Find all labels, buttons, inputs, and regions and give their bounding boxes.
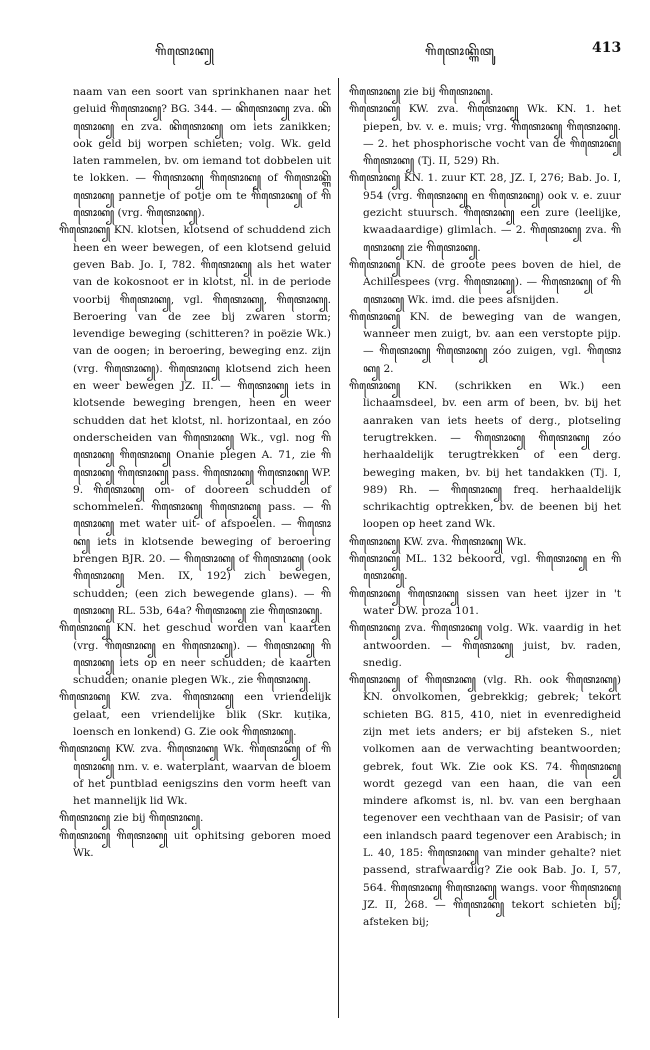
- right-entry: ꦒꦼꦠꦺꦴꦏ꧀ zie bij ꦒꦼꦠꦺꦴꦏ꧀.: [349, 86, 494, 98]
- left-column: [59, 84, 331, 862]
- right-entry: ꦒꦼꦠꦺꦴꦏ꧀ KN. de groote pees boven de hiel, de Achillespees (vrg. ꦒꦼꦠꦺꦴꦏ꧀). — ꦒꦼꦠꦺꦴꦏ꧀ of ꦒꦼꦠꦺꦴꦏ꧀ Wk. imd. die pees afsnijden.: [349, 258, 621, 306]
- right-entry: ꦒꦼꦠꦺꦴꦏ꧀ KW. zva. ꦒꦼꦠꦺꦴꦏ꧀ Wk.: [349, 535, 527, 548]
- left-entry: ꦒꦼꦠꦺꦴꦏ꧀ zie bij ꦒꦼꦠꦺꦴꦏ꧀.: [59, 812, 204, 825]
- right-entry: ꦒꦼꦠꦺꦴꦏ꧀ zva. ꦒꦼꦠꦺꦴꦏ꧀ volg. Wk. vaardig in het antwoorden. — ꦒꦼꦠꦺꦴꦏ꧀ juist, bv. raden, snedig.: [349, 622, 621, 669]
- running-head-right: ꦒꦼꦠꦺꦴꦏ꧀ꦒꦼꦠꦸ: [425, 44, 495, 58]
- right-column: [349, 84, 621, 932]
- right-entry: ꦒꦼꦠꦺꦴꦏ꧀ KN. (schrikken en Wk.) een lichaamsdeel, bv. een arm of been, bv. bij het aanraken van iets heets of derg., plotseling terugtrekken. — ꦒꦼꦠꦺꦴꦏ꧀ ꦒꦼꦠꦺꦴꦏ꧀ zóo herhaaldelijk terugtrekken of een derg. beweging maken, bv. bij het tandakken (Tj. I, 989) Rh. — ꦒꦼꦠꦺꦴꦏ꧀ freq. herhaaldelijk schrikachtig optrekken, bv. de beenen bij het loopen op heet zand Wk.: [349, 380, 621, 531]
- page-number: 413: [592, 40, 622, 56]
- left-entry: ꦒꦼꦠꦺꦴꦏ꧀ KW. zva. ꦒꦼꦠꦺꦴꦏ꧀ Wk. ꦒꦼꦠꦺꦴꦏ꧀ of ꦒꦼꦠꦺꦴꦏ꧀ nm. v. e. waterplant, waarvan de bloem of het puntblad eenigszins den vorm heeft van het mannelijk lid Wk.: [59, 743, 331, 808]
- left-entry: ꦒꦼꦠꦺꦴꦏ꧀ KW. zva. ꦒꦼꦠꦺꦴꦏ꧀ een vriendelijk gelaat, een vriendelijke blik (Skr. kuṭika, loensch en lonkend) G. Zie ook ꦒꦼꦠꦺꦴꦏ꧀.: [59, 691, 331, 738]
- left-entry: ꦒꦼꦠꦺꦴꦏ꧀ KN. klotsen, klotsend of schuddend zich heen en weer bewegen, of een klotsend geluid geven Bab. Jo. I, 782. ꦒꦼꦠꦺꦴꦏ꧀ als het water van de kokosnoot er in klotst, nl. in de periode voorbij ꦒꦼꦠꦺꦴꦏ꧀, vgl. ꦒꦼꦠꦺꦴꦏ꧀, ꦒꦼꦠꦺꦴꦏ꧀. Beroering van de zee bij zwaren storm; levendige beweging (schitteren? in poëzie Wk.) van de oogen; in beroering, beweging enz. zijn (vrg. ꦒꦼꦠꦺꦴꦏ꧀). ꦒꦼꦠꦺꦴꦏ꧀ klotsend zich heen en weer bewegen JZ. II. — ꦒꦼꦠꦺꦴꦏ꧀ iets in klotsende beweging brengen, heen en weer schudden dat het klotst, nl. horizontaal, en zóo onderscheiden van ꦒꦼꦠꦺꦴꦏ꧀ Wk., vgl. nog ꦒꦼꦠꦺꦴꦏ꧀ ꦒꦼꦠꦺꦴꦏ꧀ Onanie plegen A. 71, zie ꦒꦼꦠꦺꦴꦏ꧀ ꦒꦼꦠꦺꦴꦏ꧀ pass. ꦒꦼꦠꦺꦴꦏ꧀ ꦒꦼꦠꦺꦴꦏ꧀ WP. 9. ꦒꦼꦠꦺꦴꦏ꧀ om- of dooreen schudden of schommelen. ꦒꦼꦠꦺꦴꦏ꧀ ꦒꦼꦠꦺꦴꦏ꧀ pass. — ꦒꦼꦠꦺꦴꦏ꧀ met water uit- of afspoelen. — ꦒꦼꦠꦺꦴꦏ꧀ iets in klotsende beweging of beroering brengen BJR. 20. — ꦒꦼꦠꦺꦴꦏ꧀ of ꦒꦼꦠꦺꦴꦏ꧀ (ook ꦒꦼꦠꦺꦴꦏ꧀ Men. IX, 192) zich bewegen, schudden; (een zich bewegende glans). — ꦒꦼꦠꦺꦴꦏ꧀ RL. 53b, 64a? ꦒꦼꦠꦺꦴꦏ꧀ zie ꦒꦼꦠꦺꦴꦏ꧀.: [59, 224, 331, 617]
- column-divider: [338, 78, 339, 1018]
- right-entry: ꦒꦼꦠꦺꦴꦏ꧀ KW. zva. ꦒꦼꦠꦺꦴꦏ꧀ Wk. KN. 1. het piepen, bv. v. e. muis; vrg. ꦒꦼꦠꦺꦴꦏ꧀ ꦒꦼꦠꦺꦴꦏ꧀. — 2. het phosphorische vocht van de ꦒꦼꦠꦺꦴꦏ꧀ ꦒꦼꦠꦺꦴꦏ꧀ (Tj. II, 529) Rh.: [349, 103, 621, 168]
- left-entry: ꦒꦼꦠꦺꦴꦏ꧀ ꦒꦼꦠꦺꦴꦏ꧀ uit ophitsing geboren moed Wk.: [59, 829, 331, 860]
- right-entry: ꦒꦼꦠꦺꦴꦏ꧀ ꦒꦼꦠꦺꦴꦏ꧀ sissen van heet ijzer in 't water DW. proza 101.: [349, 587, 621, 617]
- right-entry: ꦒꦼꦠꦺꦴꦏ꧀ ML. 132 bekoord, vgl. ꦒꦼꦠꦺꦴꦏ꧀ en ꦒꦼꦠꦺꦴꦏ꧀.: [349, 553, 621, 583]
- right-entry: ꦒꦼꦠꦺꦴꦏ꧀ KN. de beweging van de wangen, wanneer men zuigt, bv. aan een verstopte pijp. — ꦒꦼꦠꦺꦴꦏ꧀ ꦒꦼꦠꦺꦴꦏ꧀ zóo zuigen, vgl. ꦒꦼꦠꦺꦴꦏ꧀ 2.: [349, 310, 621, 375]
- right-entry: ꦒꦼꦠꦺꦴꦏ꧀ of ꦒꦼꦠꦺꦴꦏ꧀ (vlg. Rh. ook ꦒꦼꦠꦺꦴꦏ꧀) KN. onvolkomen, gebrekkig; gebrek; tekort schieten BG. 815, 410, niet in evenredigheid zijn met iets anders; er bij afsteken S., niet volkomen aan de verwachting beantwoorden; gebrek, fout Wk. Zie ook KS. 74. ꦒꦼꦠꦺꦴꦏ꧀ wordt gezegd van een haan, die van een mindere afkomst is, nl. bv. van een berghaan tegenover een vechthaan van de Pasisir; of van een inlandsch paard tegenover een Arabisch; in L. 40, 185: ꦒꦼꦠꦺꦴꦏ꧀ van minder gehalte? niet passend, strafwaardig? Zie ook Bab. Jo. I, 57, 564. ꦒꦼꦠꦺꦴꦏ꧀ ꦒꦼꦠꦺꦴꦏ꧀ wangs. voor ꦒꦼꦠꦺꦴꦏ꧀ JZ. II, 268. — ꦒꦼꦠꦺꦴꦏ꧀ tekort schieten bij; afsteken bij;: [349, 674, 621, 929]
- right-entry: ꦒꦼꦠꦺꦴꦏ꧀ KN. 1. zuur KT. 28, JZ. I, 276; Bab. Jo. I, 954 (vrg. ꦒꦼꦠꦺꦴꦏ꧀ en ꦒꦼꦠꦺꦴꦏ꧀) ook v. e. zuur gezicht stuursch. ꦒꦼꦠꦺꦴꦏ꧀ een zure (leelijke, kwaadaardige) glimlach. — 2. ꦒꦼꦠꦺꦴꦏ꧀ zva. ꦒꦼꦠꦺꦴꦏ꧀ zie ꦒꦼꦠꦺꦴꦏ꧀.: [349, 172, 621, 254]
- left-entry: ꦒꦼꦠꦺꦴꦏ꧀ KN. het geschud worden van kaarten (vrg. ꦒꦼꦠꦺꦴꦏ꧀ en ꦒꦼꦠꦺꦴꦏ꧀). — ꦒꦼꦠꦺꦴꦏ꧀ ꦒꦼꦠꦺꦴꦏ꧀ iets op en neer schudden; de kaarten schudden; onanie plegen Wk., zie ꦒꦼꦠꦺꦴꦏ꧀.: [59, 622, 331, 687]
- running-head-left: ꦒꦼꦠꦺꦴꦏ꧀: [155, 44, 215, 58]
- left-entry: naam van een soort van sprinkhanen naar het geluid ꦒꦼꦠꦺꦴꦏ꧀? BG. 344. — ꦏꦼꦠꦺꦴꦏ꧀ zva. ꦏꦼꦠꦺꦴꦏ꧀ en zva. ꦏꦼꦠꦺꦴꦏ꧀ om iets zanikken; ook geld bij worpen schieten; volg. Wk. geld laten rammelen, bv. om iemand tot dobbelen uit te lokken. — ꦒꦼꦠꦺꦴꦏ꧀ ꦒꦼꦠꦺꦴꦏ꧀ of ꦒꦼꦠꦺꦴꦏ꧀ꦒꦼꦠꦺꦴꦏ꧀ pannetje of potje om te ꦒꦼꦠꦺꦴꦏ꧀ of ꦒꦼꦠꦺꦴꦏ꧀ (vrg. ꦒꦼꦠꦺꦴꦏ꧀).: [73, 86, 331, 220]
